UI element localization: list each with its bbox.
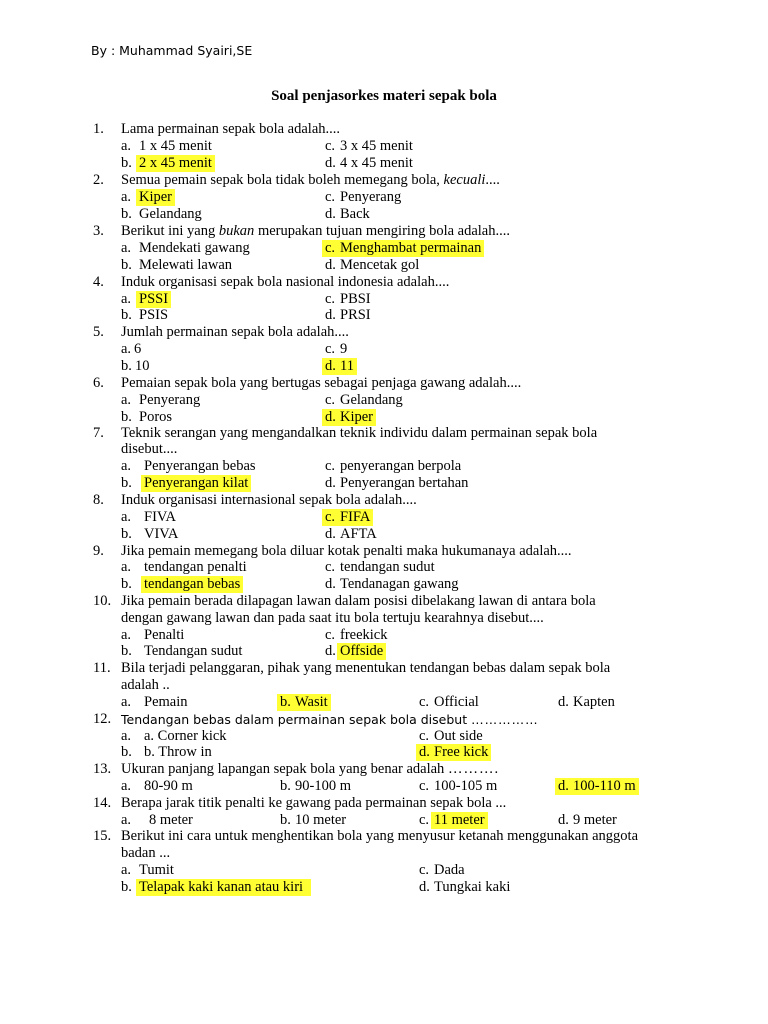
question-text-continued: adalah .. (121, 677, 170, 693)
option-text: Penyerangan bebas (144, 458, 256, 474)
correct-answer-highlight: PSSI (136, 291, 171, 308)
option-text: Mendekati gawang (139, 240, 250, 256)
option-label: d. (555, 778, 572, 795)
option-label: a. (121, 458, 132, 474)
question-text: Bila terjadi pelanggaran, pihak yang menentukan tendangan bebas dalam sepak bola (121, 660, 611, 676)
option-label: d. (558, 694, 569, 710)
option-text: b. Throw in (144, 744, 212, 760)
question-text: Jumlah permainan sepak bola adalah.... (121, 324, 349, 340)
question-text-continued: dengan gawang lawan dan pada saat itu bola tertuju kearahnya disebut.... (121, 610, 544, 626)
option-text: 1 x 45 menit (139, 138, 212, 154)
option-text: Tungkai kaki (434, 879, 511, 895)
option-text: Tendanagan gawang (340, 576, 459, 592)
option-label: d. (325, 643, 336, 659)
correct-answer-highlight: 11 meter (431, 812, 488, 829)
question-number: 2. (93, 172, 104, 188)
option-text: Penyerang (139, 392, 201, 408)
correct-answer-highlight: tendangan bebas (141, 576, 243, 593)
option-label: b. (121, 206, 132, 222)
question-text: Tendangan bebas dalam permainan sepak bola disebut …………… (121, 712, 539, 727)
question-number: 3. (93, 223, 104, 239)
option-label: b. (121, 879, 132, 895)
question-text: Berikut ini yang bukan merupakan tujuan mengiring bola adalah.... (121, 223, 510, 239)
option-label: b. (121, 358, 132, 374)
correct-answer-highlight: Free kick (431, 744, 491, 761)
option-label: a. (121, 392, 132, 408)
option-label: b. (121, 526, 132, 542)
correct-answer-highlight: 11 (337, 358, 357, 375)
option-label: b. (277, 694, 294, 711)
option-text: Gelandang (139, 206, 202, 222)
question-text: Pemaian sepak bola yang bertugas sebagai penjaga gawang adalah.... (121, 375, 522, 391)
question-number: 8. (93, 492, 104, 508)
author-line: By : Muhammad Syairi,SE (91, 43, 253, 58)
option-label: c. (419, 862, 430, 878)
option-label: d. (322, 409, 339, 426)
question-number: 4. (93, 274, 104, 290)
option-text: Back (340, 206, 370, 222)
option-label: b. (121, 307, 132, 323)
option-text: 80-90 m (144, 778, 193, 794)
option-label: d. (325, 475, 336, 491)
question-text: Lama permainan sepak bola adalah.... (121, 121, 341, 137)
question-number: 15. (93, 828, 112, 844)
correct-answer-highlight: FIFA (337, 509, 373, 526)
option-label: a. (121, 240, 132, 256)
option-label: a. (121, 812, 132, 828)
correct-answer-highlight: 100-110 m (570, 778, 639, 795)
option-label: c. (419, 812, 430, 828)
option-text: tendangan penalti (144, 559, 247, 575)
option-label: c. (325, 341, 336, 357)
option-text: 90-100 m (295, 778, 351, 794)
question-number: 13. (93, 761, 112, 777)
option-label: b. (280, 778, 291, 794)
option-text: 100-105 m (434, 778, 498, 794)
option-text: Poros (139, 409, 173, 425)
option-text: Mencetak gol (340, 257, 420, 273)
option-label: a. (121, 509, 132, 525)
option-label: b. (121, 475, 132, 491)
option-text: PSIS (139, 307, 169, 323)
question-text: Berikut ini cara untuk menghentikan bola yang menyusur ketanah menggunakan anggota (121, 828, 639, 844)
option-text: Tendangan sudut (144, 643, 243, 659)
question-text-continued: disebut.... (121, 441, 178, 457)
page-title: Soal penjasorkes materi sepak bola (271, 88, 497, 104)
option-label: d. (322, 358, 339, 375)
option-label: a. (121, 341, 132, 357)
option-label: b. (121, 744, 132, 760)
option-label: c. (325, 392, 336, 408)
option-text: PBSI (340, 291, 371, 307)
option-label: d. (325, 155, 336, 171)
question-number: 11. (93, 660, 111, 676)
option-label: c. (325, 189, 336, 205)
option-label: b. (121, 155, 132, 171)
correct-answer-highlight: 2 x 45 menit (136, 155, 215, 172)
option-text: Tumit (139, 862, 174, 878)
question-text: Semua pemain sepak bola tidak boleh memegang bola, kecuali.... (121, 172, 500, 188)
question-number: 10. (93, 593, 112, 609)
option-label: d. (325, 576, 336, 592)
option-label: b. (280, 812, 291, 828)
option-label: d. (325, 526, 336, 542)
correct-answer-highlight: Telapak kaki kanan atau kiri (136, 879, 311, 896)
option-label: b. (121, 257, 132, 273)
option-label: c. (325, 458, 336, 474)
option-text: 10 (135, 358, 150, 374)
option-label: d. (325, 206, 336, 222)
option-label: d. (325, 307, 336, 323)
option-label: d. (419, 879, 430, 895)
option-label: b. (121, 576, 132, 592)
option-text: penyerangan berpola (340, 458, 462, 474)
option-text: Penyerang (340, 189, 402, 205)
question-text: Induk organisasi internasional sepak bola adalah.... (121, 492, 417, 508)
option-text: Pemain (144, 694, 188, 710)
option-label: a. (121, 862, 132, 878)
option-label: a. (121, 291, 132, 307)
option-label: b. (121, 643, 132, 659)
option-label: a. (121, 627, 132, 643)
option-label: c. (322, 509, 338, 526)
option-label: c. (419, 694, 430, 710)
correct-answer-highlight: Wasit (292, 694, 331, 711)
option-text: 3 x 45 menit (340, 138, 413, 154)
question-text-continued: badan ... (121, 845, 171, 861)
option-text: 6 (134, 341, 142, 357)
option-label: c. (419, 728, 430, 744)
option-text: Melewati lawan (139, 257, 233, 273)
option-text: tendangan sudut (340, 559, 435, 575)
option-label: a. (121, 694, 132, 710)
option-label: c. (322, 240, 338, 257)
question-number: 7. (93, 425, 104, 441)
option-text: Gelandang (340, 392, 403, 408)
option-text: PRSI (340, 307, 371, 323)
option-text: Kapten (573, 694, 615, 710)
correct-answer-highlight: Kiper (136, 189, 175, 206)
option-text: Out side (434, 728, 483, 744)
question-number: 6. (93, 375, 104, 391)
question-text: Jika pemain berada dilapagan lawan dalam posisi dibelakang lawan di antara bola (121, 593, 596, 609)
question-number: 14. (93, 795, 112, 811)
option-label: d. (325, 257, 336, 273)
option-text: 4 x 45 menit (340, 155, 413, 171)
question-text: Jika pemain memegang bola diluar kotak penalti maka hukumanaya adalah.... (121, 543, 572, 559)
option-text: 9 (340, 341, 348, 357)
option-label: c. (325, 291, 336, 307)
option-text: VIVA (144, 526, 179, 542)
option-label: a. (121, 189, 132, 205)
option-label: b. (121, 409, 132, 425)
option-text: Official (434, 694, 479, 710)
option-text: Penalti (144, 627, 185, 643)
correct-answer-highlight: Penyerangan kilat (141, 475, 251, 492)
correct-answer-highlight: Menghambat permainan (337, 240, 484, 257)
question-text: Teknik serangan yang mengandalkan teknik individu dalam permainan sepak bola (121, 425, 598, 441)
option-text: freekick (340, 627, 388, 643)
option-text: Penyerangan bertahan (340, 475, 469, 491)
option-label: a. (121, 778, 132, 794)
option-label: c. (419, 778, 430, 794)
option-label: d. (416, 744, 433, 761)
question-number: 12. (93, 711, 112, 727)
option-text: 9 meter (573, 812, 617, 828)
option-label: a. (121, 559, 132, 575)
option-text: FIVA (144, 509, 176, 525)
question-text: Berapa jarak titik penalti ke gawang pada permainan sepak bola ... (121, 795, 507, 811)
option-text: 8 meter (149, 812, 193, 828)
option-label: c. (325, 138, 336, 154)
option-label: d. (558, 812, 569, 828)
question-text: Induk organisasi sepak bola nasional indonesia adalah.... (121, 274, 450, 290)
correct-answer-highlight: Offside (337, 643, 386, 660)
option-text: Dada (434, 862, 465, 878)
correct-answer-highlight: Kiper (337, 409, 376, 426)
option-label: c. (325, 627, 336, 643)
option-text: a. Corner kick (144, 728, 227, 744)
question-number: 5. (93, 324, 104, 340)
question-number: 9. (93, 543, 104, 559)
option-label: a. (121, 138, 132, 154)
option-label: a. (121, 728, 132, 744)
option-text: AFTA (340, 526, 377, 542)
question-number: 1. (93, 121, 104, 137)
question-text: Ukuran panjang lapangan sepak bola yang benar adalah ………. (121, 761, 500, 777)
option-label: c. (325, 559, 336, 575)
option-text: 10 meter (295, 812, 347, 828)
